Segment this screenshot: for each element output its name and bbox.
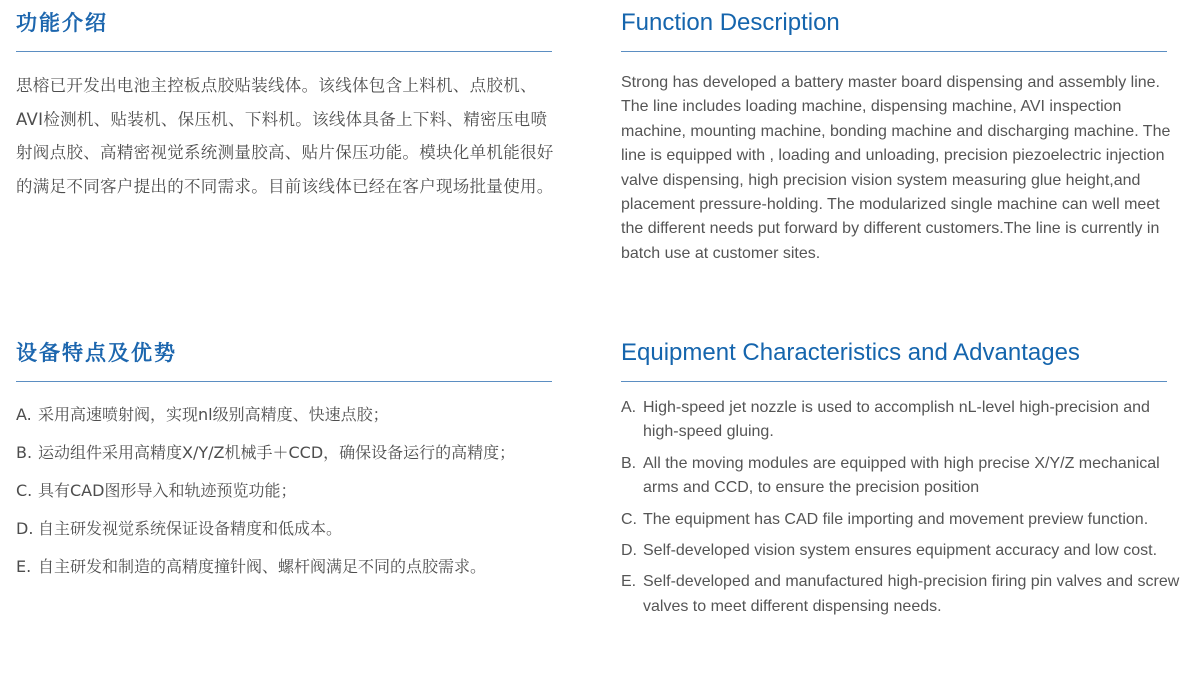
list-item-text: 自主研发和制造的高精度撞针阀、螺杆阀满足不同的点胶需求。	[38, 557, 487, 576]
list-marker: A.	[621, 399, 637, 416]
list-item	[16, 400, 556, 429]
heading-divider	[16, 51, 552, 52]
list-marker: E.	[16, 557, 32, 576]
list-item	[16, 476, 556, 505]
list-item-text: 采用高速喷射阀，实现nl级别高精度、快速点胶；	[38, 405, 389, 424]
features-section-en	[621, 336, 1183, 626]
list-item-text: 自主研发视觉系统保证设备精度和低成本。	[38, 519, 343, 538]
list-marker: E.	[621, 573, 637, 591]
features-heading-zh: 设备特点及优势	[16, 341, 177, 365]
list-marker: A.	[16, 405, 32, 424]
list-item	[16, 438, 556, 467]
list-item-text: 具有CAD图形导入和轨迹预览功能；	[38, 481, 297, 500]
list-item	[16, 514, 556, 543]
function-section-en	[621, 6, 1183, 266]
features-list-zh	[16, 400, 556, 581]
list-item	[621, 396, 1183, 445]
list-item	[621, 508, 1183, 532]
heading-divider	[621, 51, 1167, 52]
features-list-en	[621, 396, 1183, 619]
function-description-en: Strong has developed a battery master board dispensing and assembly line. The line includes loading machine, dispensing machine, AVI inspection machine, mounting machine, bonding machine and discharging machine. The line is equipped with , loading and unloading, precision piezoelectric injection valve dispensing, high precision vision system measuring glue height,and placement pressure-holding. The modularized single machine can well meet the different needs put forward by different customers.The line is currently in batch use at customer sites.	[621, 74, 1171, 262]
list-item	[621, 452, 1183, 501]
list-item-text: Self-developed vision system ensures equipment accuracy and low cost.	[643, 542, 1158, 560]
list-marker: D.	[16, 519, 34, 538]
list-item-text: All the moving modules are equipped with high precise X/Y/Z mechanical arms and CCD, to ensure the precision position	[643, 454, 1160, 497]
list-item	[16, 552, 556, 581]
function-section-zh	[16, 6, 556, 203]
list-marker: C.	[621, 510, 637, 528]
heading-divider	[621, 381, 1167, 382]
features-section-zh	[16, 336, 556, 590]
list-item	[621, 570, 1183, 619]
list-marker: D.	[621, 542, 637, 560]
heading-divider	[16, 381, 552, 382]
list-item	[621, 539, 1183, 563]
list-item-text: Self-developed and manufactured high-precision firing pin valves and screw valves to meet different dispensing needs.	[643, 573, 1180, 615]
list-marker: B.	[16, 443, 33, 462]
list-marker: C.	[16, 481, 33, 500]
list-item-text: The equipment has CAD file importing and movement preview function.	[643, 510, 1149, 528]
function-description-zh: 思榕已开发出电池主控板点胶贴装线体。该线体包含上料机、点胶机、AVI检测机、贴装机、保压机、下料机。该线体具备上下料、精密压电喷射阀点胶、高精密视觉系统测量胶高、贴片保压功能。模块化单机能很好的满足不同客户提出的不同需求。目前该线体已经在客户现场批量使用。	[16, 76, 554, 196]
function-heading-en: Function Description	[621, 9, 840, 36]
list-marker: B.	[621, 454, 637, 472]
features-heading-en: Equipment Characteristics and Advantages	[621, 339, 1080, 366]
list-item-text: 运动组件采用高精度X/Y/Z机械手＋CCD，确保设备运行的高精度；	[38, 443, 516, 462]
function-heading-zh: 功能介绍	[16, 11, 108, 35]
list-item-text: High-speed jet nozzle is used to accomplish nL-level high-precision and high-speed gluing.	[643, 399, 1150, 441]
